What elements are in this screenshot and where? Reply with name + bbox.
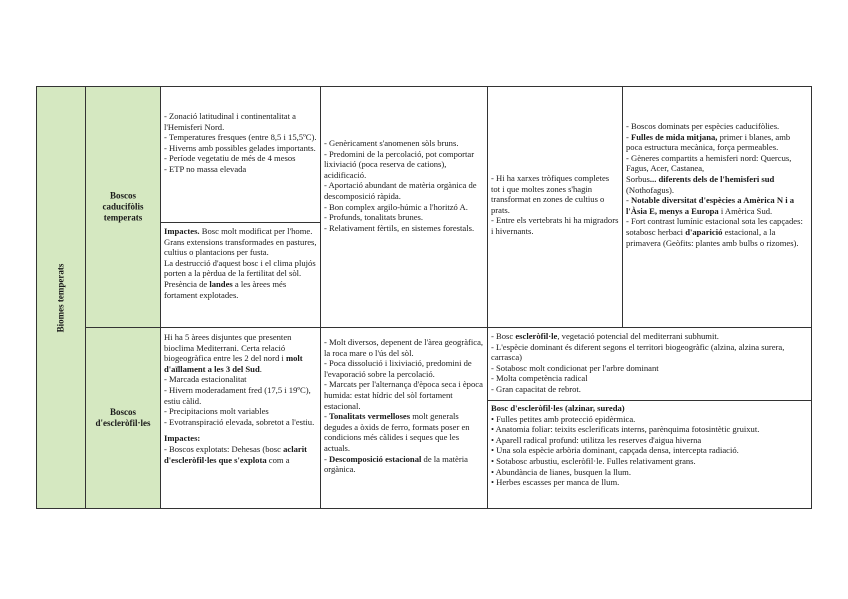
soil-cell-caducifolis xyxy=(320,86,488,328)
impact-heading xyxy=(164,433,317,444)
impact-intro: Bosc molt modificat per l'home. Grans extensions transformades en pastures, cultius o plantacions per fusta. xyxy=(164,226,317,258)
vegetation-item: • Fulles petites amb protecció epidèrmica. xyxy=(491,413,636,424)
soil-item: - Profunds, tonalitats brunes. xyxy=(324,212,424,223)
fauna-item: - Hi ha xarxes tròfiques completes tot i que moltes zones s'hagin transformat en zones de cultius o prats. xyxy=(491,173,610,215)
row-label-cell-caducifolis xyxy=(85,86,161,328)
vegetation-top-cell-esclerofil xyxy=(487,327,812,401)
climate-item: - Hivern moderadament fred (17,5 i 19ºC), estiu càlid. xyxy=(164,384,311,406)
vegetation-item xyxy=(626,153,808,195)
impact-text: a les àrees més fortament explotades. xyxy=(164,278,287,300)
vegetation-item: - Gran capacitat de rebrot. xyxy=(491,383,581,394)
veg-text: estacional, a la primavera (Geòfits: plantes amb bulbs o rizomes). xyxy=(626,226,799,248)
soil-item: - Aportació abundant de matèria orgànica de descomposició ràpida. xyxy=(324,180,477,201)
veg-bold: ... diferents dels de l'hemisferi sud xyxy=(649,173,775,184)
climate-list-caducifolis xyxy=(164,111,317,175)
soil-text: de la matèria orgànica. xyxy=(324,453,468,475)
row-label-caducifolis: Boscos caducifòlis temperats xyxy=(102,190,144,223)
impact-paragraph xyxy=(164,279,317,300)
veg-text: primer i blanes, amb poca estructura mecànica, força permeables. xyxy=(626,131,791,153)
veg-text: - xyxy=(626,195,632,206)
climate-cell-esclerofil xyxy=(160,327,321,509)
impact-text-caducifolis xyxy=(164,226,317,300)
soil-item: - Bon complex argilo-húmic a l'horitzó A. xyxy=(324,201,468,212)
climate-item: - Zonació latitudinal i continentalitat a l'Hemisferi Nord. xyxy=(164,111,296,132)
climate-item: - Hiverns amb possibles gelades importants. xyxy=(164,142,316,153)
biome-label: Biomes temperats xyxy=(55,263,66,332)
climate-item xyxy=(164,332,317,374)
vegetation-item: • Herbes escasses per manca de llum. xyxy=(491,477,620,488)
impact-paragraph: La destrucció d'aquest bosc i el clima plujós porten a la pèrdua de la fertilitat del sòl. xyxy=(164,257,316,279)
veg-text: (Nothofagus). xyxy=(626,184,674,195)
climate-item: - Període vegetatiu de més de 4 mesos xyxy=(164,153,296,164)
vegetation-item: - Sotabosc molt condicionat per l'arbre dominant xyxy=(491,362,659,373)
soil-list-caducifolis xyxy=(324,138,484,233)
vegetation-item: • Sotabosc arbustiu, escleròfil·le. Fulles relativament grans. xyxy=(491,455,696,466)
soil-bold: Descomposició estacional xyxy=(329,453,422,464)
impact-bold: landes xyxy=(209,278,233,289)
veg-bold: d'aparició xyxy=(685,226,723,237)
soil-text: molt generals degudes a òxids de ferro, formats poser en condicions més càlides i seques que les actuals. xyxy=(324,411,470,453)
vegetation-item: - Boscos dominats per espècies caducifòlies. xyxy=(626,121,780,131)
climate-item: - Precipitacions molt variables xyxy=(164,406,269,417)
impact-title: Impactes. xyxy=(164,226,200,236)
impact-title: Impactes: xyxy=(164,433,201,444)
veg-bold: Notable diversitat d'espècies a Amèrica N i a l'Àsia E, menys a Europa xyxy=(626,195,795,216)
vegetation-item: • Una sola espècie arbòria dominant, capçada densa, intercepta radiació. xyxy=(491,445,739,456)
vegetation-list-caducifolis xyxy=(626,121,808,248)
vegetation-bottom-cell-esclerofil xyxy=(487,400,812,509)
vegetation-item xyxy=(626,132,808,153)
soil-item: - Poca dissolució i lixiviació, predomini de l'evaporació sobre la percolació. xyxy=(324,358,472,379)
climate-list-esclerofil xyxy=(164,332,317,465)
soil-item: - Molt diversos, depenent de l'àrea geogràfica, la roca mare o l'ús del sòl. xyxy=(324,337,484,358)
vegetation-item xyxy=(626,195,808,216)
soil-cell-esclerofil xyxy=(320,327,488,509)
veg-text: - Bosc xyxy=(491,331,516,341)
climate-item: - ETP no massa elevada xyxy=(164,163,247,174)
impact-text: - Boscos explotats: Dehesas (bosc xyxy=(164,443,284,454)
veg-bold: Bosc d'escleròfil·les (alzinar, sureda) xyxy=(491,403,625,413)
row-label-esclerofil: Boscos d'escleròfil·les xyxy=(95,407,151,428)
vegetation-item xyxy=(626,216,808,248)
fauna-cell-caducifolis xyxy=(487,86,623,328)
veg-text: , vegetació potencial del mediterrani subhumit. xyxy=(557,331,719,341)
row-label-cell-esclerofil xyxy=(85,327,161,509)
vegetation-item: - Molta competència radical xyxy=(491,373,588,384)
vegetation-top-list xyxy=(491,331,808,395)
climate-item: - Temperatures fresques (entre 8,5 i 15,5ºC). xyxy=(164,132,317,143)
soil-text: - xyxy=(324,453,330,464)
veg-text: i Amèrica Sud. xyxy=(718,205,773,216)
impact-text: com a xyxy=(266,454,290,465)
fauna-item: - Entre els vertebrats hi ha migradors i hivernants. xyxy=(491,215,619,236)
vegetation-item xyxy=(491,331,808,342)
vegetation-bottom-list xyxy=(491,403,808,488)
climate-item: - Evotranspiració elevada, sobretot a l'estiu. xyxy=(164,416,315,427)
soil-bold: Tonalitats vermelloses xyxy=(329,411,411,422)
impact-paragraph xyxy=(164,226,317,258)
veg-bold: escleròfil·le xyxy=(515,331,558,341)
impact-cell-caducifolis xyxy=(160,222,321,328)
climate-text: Hi ha 5 àrees disjuntes que presenten bioclima Mediterrani. Certa relació biogeogràfica entre les 2 del nord i xyxy=(164,332,292,364)
soil-item xyxy=(324,454,484,475)
climate-bold: molt d'aïllament a les 3 del Sud xyxy=(164,353,303,374)
soil-item xyxy=(324,411,484,453)
veg-bold: Fulles de mida mitjana, xyxy=(631,131,718,142)
vegetation-item: • Aparell radical profund: utilitza les reserves d'aigua hiverna xyxy=(491,434,702,445)
vegetation-cell-caducifolis xyxy=(622,86,812,328)
vegetation-item: • Abundància de lianes, busquen la llum. xyxy=(491,466,632,477)
soil-item: - Relativament fèrtils, en sistemes forestals. xyxy=(324,222,475,233)
climate-item: - Marcada estacionalitat xyxy=(164,374,247,385)
impact-text: Presència de xyxy=(164,278,210,289)
fauna-list-caducifolis xyxy=(491,173,619,237)
impact-bold: aclarit d'escleròfil·les que s'explota xyxy=(164,443,307,465)
veg-text: Sorbus xyxy=(626,173,650,184)
soil-item: - Genèricament s'anomenen sòls bruns. xyxy=(324,138,459,148)
veg-text: - Gèneres compartits a hemisferi nord: Quercus, Fagus, Acer, Castanea, xyxy=(626,152,792,174)
vegetation-item: • Anatomia foliar: teixits esclerificats interns, parènquima fotosintètic gruixut. xyxy=(491,424,760,435)
soil-list-esclerofil xyxy=(324,337,484,475)
veg-text: - Fort contrast lumínic estacional sota les capçades: sotabosc herbaci xyxy=(626,216,803,237)
biomes-table xyxy=(36,86,812,509)
veg-text: - xyxy=(626,131,632,142)
climate-text: . xyxy=(259,363,262,374)
vegetation-item: - L'espècie dominant és diferent segons el territori biogeogràfic (alzina, alzina surera, carrasca) xyxy=(491,341,785,363)
soil-text: - xyxy=(324,411,330,422)
soil-item: - Predomini de la percolació, pot comportar lixiviació (poca reserva de cations), acidificació. xyxy=(324,148,475,180)
soil-item: - Marcats per l'alternança d'època seca i època humida: estat hídric del sòl fortament estacional. xyxy=(324,379,483,411)
impact-paragraph xyxy=(164,444,317,465)
climate-cell-caducifolis xyxy=(160,86,321,223)
biome-cell xyxy=(36,86,86,509)
vegetation-bottom-title xyxy=(491,403,808,414)
